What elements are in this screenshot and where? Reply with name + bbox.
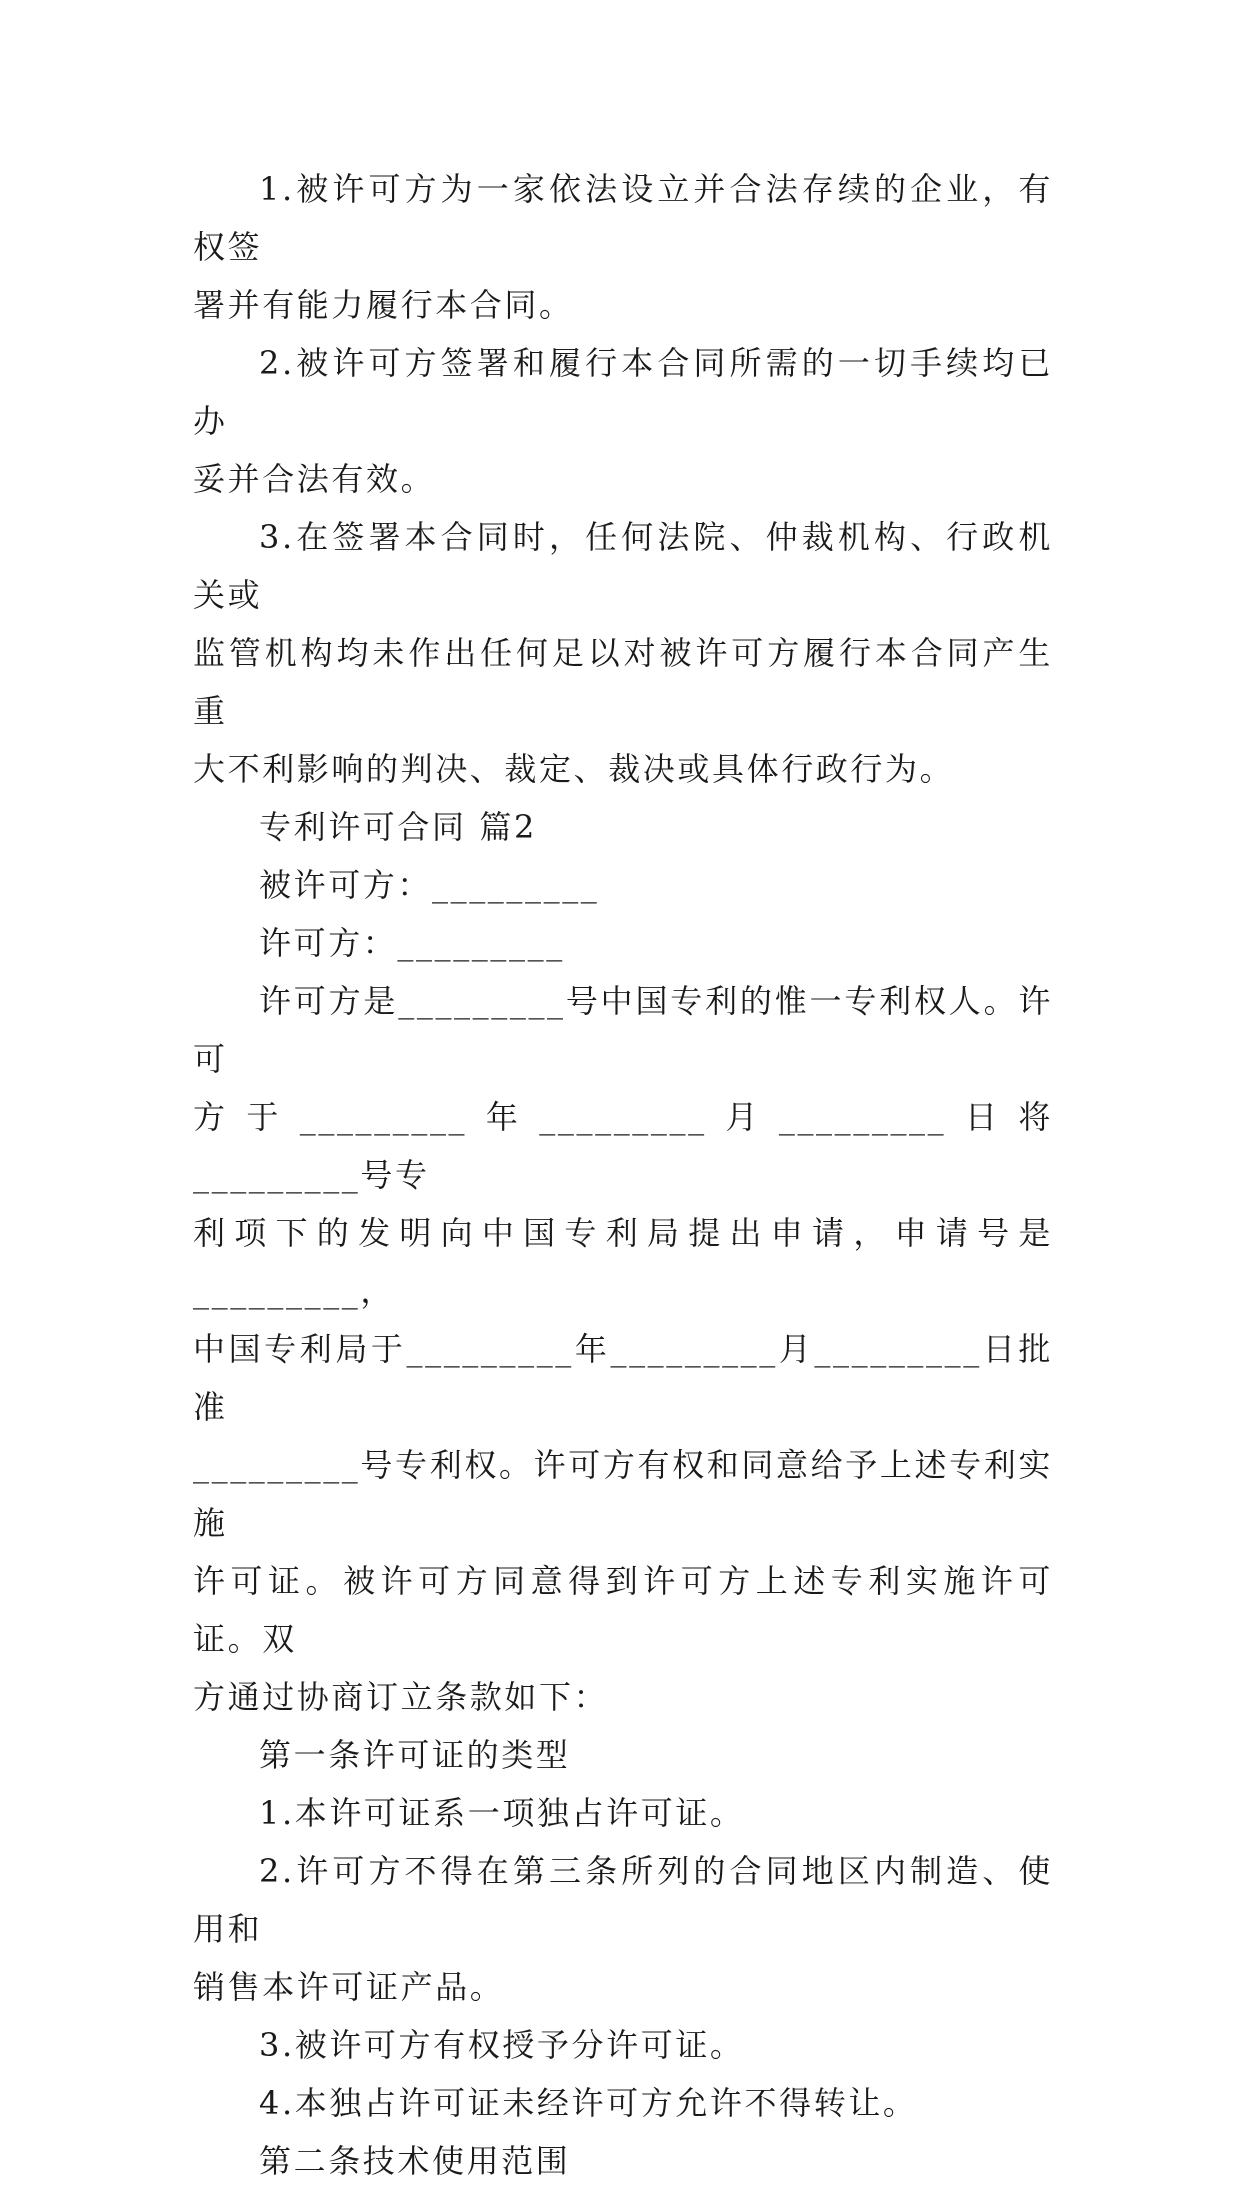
text-line: 第一条许可证的类型 <box>259 1736 571 1774</box>
text-line: 销售本许可证产品。 <box>193 1968 505 2006</box>
article-item <box>193 2074 1053 2132</box>
text-line: 监管机构均未作出任何足以对被许可方履行本合同产生重 <box>193 634 1053 730</box>
text-line: 专利许可合同 篇2 <box>259 808 537 846</box>
article-item <box>193 1784 1053 1842</box>
text-line: 许可方是_________号中国专利的惟一专利权人。许可 <box>193 982 1053 1078</box>
clause-2 <box>193 334 1053 508</box>
text-line: 中国专利局于_________年_________月_________日批准 <box>193 1330 1053 1426</box>
preamble-paragraph <box>193 972 1053 1726</box>
text-line: 1.本许可证系一项独占许可证。 <box>259 1794 745 1832</box>
text-line: 署并有能力履行本合同。 <box>193 286 574 324</box>
text-line: 许可证。被许可方同意得到许可方上述专利实施许可证。双 <box>193 1562 1053 1658</box>
text-line: 妥并合法有效。 <box>193 460 436 498</box>
text-line: 2.被许可方签署和履行本合同所需的一切手续均已办 <box>193 344 1053 440</box>
text-line: 3.被许可方有权授予分许可证。 <box>259 2026 745 2064</box>
text-line: 第二条技术使用范围 <box>259 2142 571 2180</box>
text-line: 方通过协商订立条款如下： <box>193 1678 609 1716</box>
article-heading <box>193 1726 1053 1784</box>
article-item <box>193 2016 1053 2074</box>
article-item <box>193 1842 1053 2016</box>
text-line: _________号专利权。许可方有权和同意给予上述专利实施 <box>193 1446 1053 1542</box>
document-page <box>193 160 1053 2190</box>
text-line: 大不利影响的判决、裁定、裁决或具体行政行为。 <box>193 750 955 788</box>
licensor-field <box>193 914 1053 972</box>
text-line: 2.许可方不得在第三条所列的合同地区内制造、使用和 <box>193 1852 1053 1948</box>
clause-1 <box>193 160 1053 334</box>
section-title <box>193 798 1053 856</box>
text-line: 利项下的发明向中国专利局提出申请，申请号是_________， <box>193 1214 1053 1310</box>
text-line: 1.被许可方为一家依法设立并合法存续的企业，有权签 <box>193 170 1053 266</box>
text-line: 许可方：_________ <box>259 924 565 962</box>
text-line: 3.在签署本合同时，任何法院、仲裁机构、行政机关或 <box>193 518 1053 614</box>
licensee-field <box>193 856 1053 914</box>
text-line: 方于_________年_________月_________日将_________号专 <box>193 1098 1053 1194</box>
clause-3 <box>193 508 1053 798</box>
text-line: 4.本独占许可证未经许可方允许不得转让。 <box>259 2084 918 2122</box>
text-line: 被许可方：_________ <box>259 866 600 904</box>
article-heading <box>193 2132 1053 2190</box>
